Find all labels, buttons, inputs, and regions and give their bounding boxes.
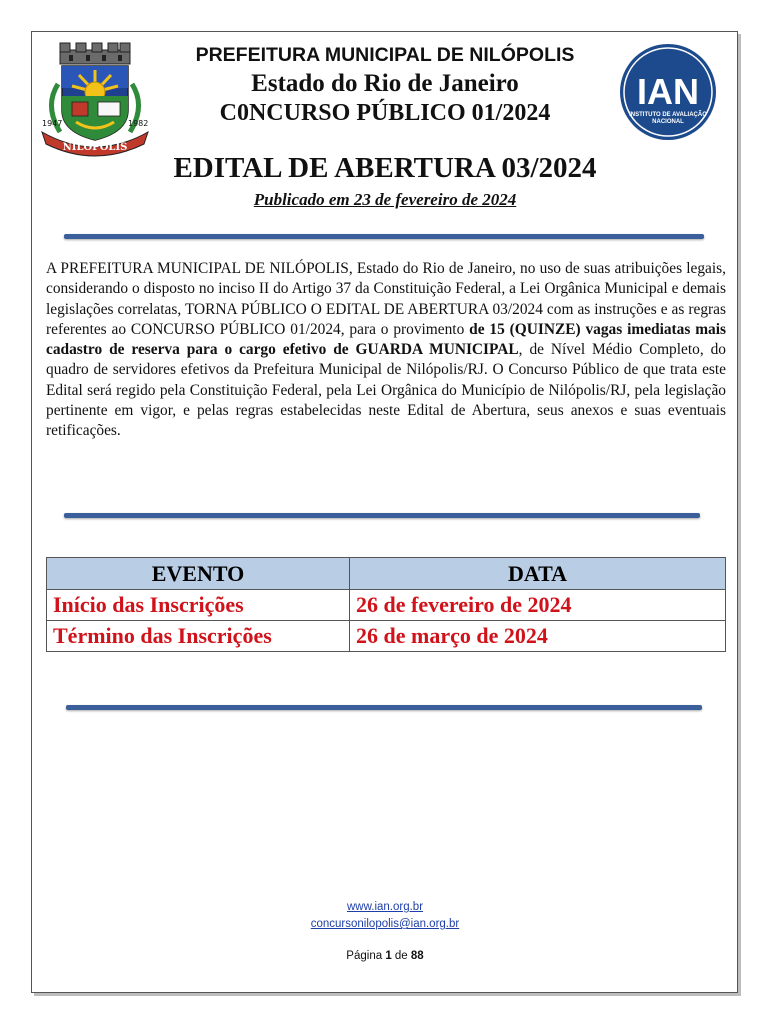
table-row [47,621,726,652]
website-link[interactable]: www.ian.org.br [346,901,424,913]
intro-paragraph [46,259,726,442]
page-shadow-bottom [34,993,741,996]
ian-logo-line1: INSTITUTO DE AVALIAÇÃO [629,112,707,118]
schedule-header-row [47,558,726,590]
footer-website-line [0,901,770,913]
edital-title: EDITAL DE ABERTURA 03/2024 [173,152,597,184]
divider-3 [66,705,702,710]
coat-banner-text: NILÓPOLIS [62,142,128,153]
schedule-header-data: DATA [350,558,726,590]
page-prefix: Página [346,950,386,962]
intro-text-2: , de Nível Médio Completo, do quadro de servidores efetivos da Prefeitura Municipal de Nilópolis/RJ. O Concurso Público de que trata este Edital será regido pela Constituição Federal, pela Lei Orgânica do Município de Nilópolis/RJ, pela legislação pertinente em vigor, e pelas regras estabelecidas neste Edital de Abertura, seus anexos e suas eventuais retificações. [46,341,726,440]
email-link[interactable]: concursonilopolis@ian.org.br [310,918,460,930]
header-concurso: C0NCURSO PÚBLICO 01/2024 [219,100,551,126]
header-prefeitura: PREFEITURA MUNICIPAL DE NILÓPOLIS [195,44,575,66]
ian-logo-line2: NACIONAL [652,119,684,125]
page-shadow-right [738,34,741,996]
ian-acronym: IAN [637,71,699,112]
page-current: 1 [385,950,392,962]
page-mid: de [391,950,411,962]
schedule-header-evento: EVENTO [47,558,350,590]
schedule-table [46,557,726,652]
published-date: Publicado em 23 de fevereiro de 2024 [253,190,517,209]
page-total: 88 [410,950,424,962]
footer-email-line [0,918,770,930]
intro-text-1: A PREFEITURA MUNICIPAL DE NILÓPOLIS, Estado do Rio de Janeiro, no uso de suas atribuições legais, considerando o disposto no inciso II do Artigo 37 da Constituição Federal, a Lei Orgânica Municipal e demais legislações correlatas, TORNA PÚBLICO O EDITAL DE ABERTURA 03/2024 com as instruções e as regras referentes ao CONCURSO PÚBLICO 01/2024, para o provimento [46,260,726,338]
schedule-event: Início das Inscrições [47,590,350,621]
divider-2 [64,513,700,518]
schedule-event: Término das Inscrições [47,621,350,652]
coat-year-left: 1947 [42,119,63,128]
nilopolis-coat-of-arms-icon [36,40,154,158]
intro-bold-text: de 15 (QUINZE) vagas imediatas mais cadastro de reserva para o cargo efetivo de GUARDA MUNICIPAL [46,320,726,359]
divider-1 [64,234,704,239]
header-estado: Estado do Rio de Janeiro [251,70,519,97]
ian-logo-icon [618,42,718,142]
coat-year-right: 1982 [128,119,149,128]
schedule-date: 26 de fevereiro de 2024 [350,590,726,621]
table-row [47,590,726,621]
page-number [0,950,770,962]
schedule-date: 26 de março de 2024 [350,621,726,652]
